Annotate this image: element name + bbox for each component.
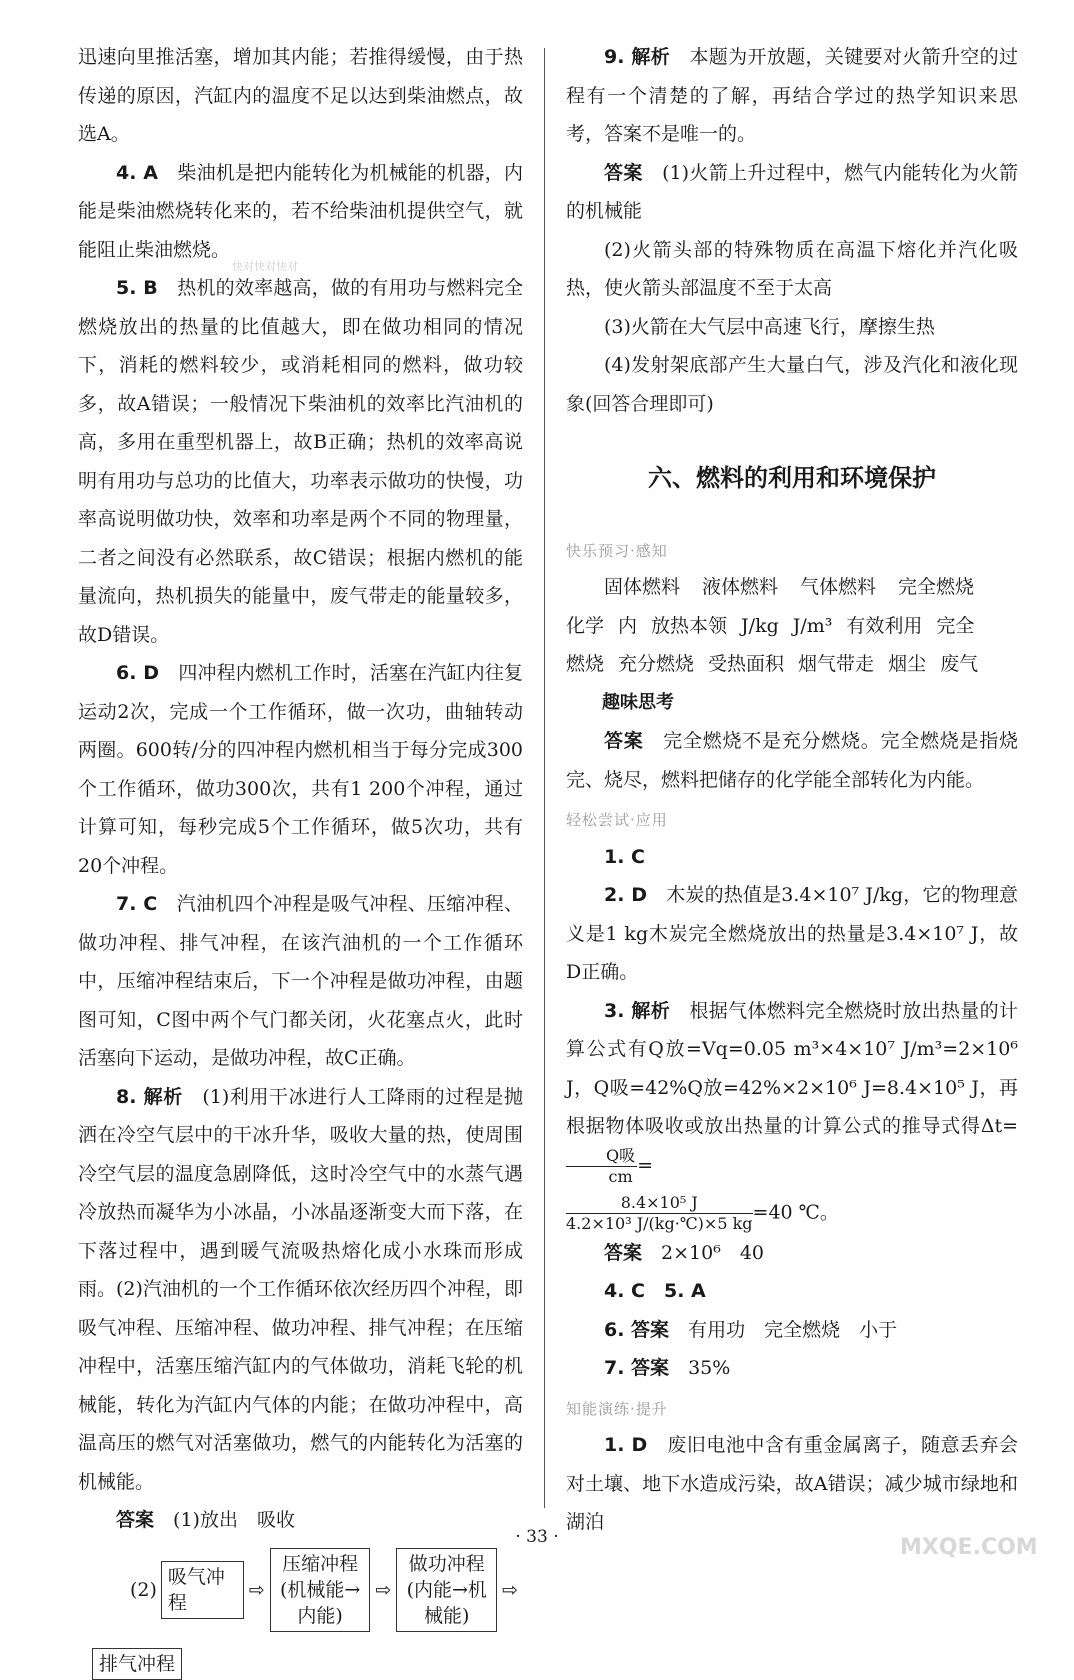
subsection-preview: 快乐预习·感知	[566, 541, 668, 560]
stroke-flow-diagram: (2) 吸气冲程 ⇨ 压缩冲程(机械能→内能) ⇨ 做功冲程(内能→机械能) ⇨	[78, 1548, 523, 1632]
subsection-practice: 知能演练·提升	[566, 1399, 668, 1418]
answer-9-item-4: (4)发射架底部产生大量白气，涉及汽化和液化现象(回答合理即可)	[566, 354, 1018, 415]
answer-6: 6. D 四冲程内燃机工作时，活塞在汽缸内往复运动2次，完成一个工作循环，做一次功，曲轴转动两圈。600转/分的四冲程内燃机相当于每分完成300个工作循环，做功300次，共有1 200个冲程，通过计算可知，每秒完成5个工作循环，做5次功，共有20个冲程。	[78, 662, 523, 877]
fun-thinking-answer: 答案 完全燃烧不是充分燃烧。完全燃烧是指烧完、烧尽，燃料把储存的化学能全部转化为内能。	[566, 730, 1018, 791]
flow-box-compression: 压缩冲程(机械能→内能)	[270, 1548, 371, 1632]
fun-thinking-title: 趣味思考	[602, 691, 674, 713]
answer-7: 7. C 汽油机四个冲程是吸气冲程、压缩冲程、做功冲程、排气冲程，在该汽油机的一个工作循环中，压缩冲程结束后，下一个冲程是做功冲程，由题图可知，C图中两个气门都关闭，火花塞点火，此时活塞向下运动，是做功冲程，故C正确。	[78, 893, 523, 1069]
terms-line-1: 固体燃料 液体燃料 气体燃料 完全燃烧	[604, 576, 975, 598]
flow-box-exhaust: 排气冲程	[92, 1648, 182, 1680]
answer-9-result: 答案 (1)火箭上升过程中，燃气内能转化为火箭的机械能	[566, 161, 1018, 222]
flow-arrow-icon: ⇨	[502, 1578, 518, 1601]
answer-9-item-3: (3)火箭在大气层中高速飞行，摩擦生热	[604, 315, 935, 338]
watermark-site: MXQE.COM	[900, 1535, 1038, 1560]
flow-arrow-icon: ⇨	[248, 1578, 265, 1601]
subsection-try: 轻松尝试·应用	[566, 811, 668, 829]
try-answer-7: 7. 答案 35%	[604, 1357, 731, 1379]
try-answer-1: 1. C	[604, 845, 645, 868]
flow-box-power: 做功冲程(内能→机械能)	[396, 1548, 497, 1632]
terms-line-3: 燃烧 充分燃烧 受热面积 烟气带走 烟尘 废气	[566, 653, 979, 675]
flow-arrow-icon: ⇨	[375, 1578, 392, 1601]
section-title: 六、燃料的利用和环境保护	[648, 464, 936, 492]
watermark-stamp: 快对快对快对	[232, 260, 298, 273]
try-answer-6: 6. 答案 有用功 完全燃烧 小于	[604, 1318, 898, 1341]
answer-9: 9. 解析 本题为开放题，关键要对火箭升空的过程有一个清楚的了解，再结合学过的热学知识来思考，答案不是唯一的。	[566, 46, 1018, 145]
left-column	[78, 38, 523, 1680]
answer-8: 8. 解析 (1)利用干冰进行人工降雨的过程是抛洒在冷空气层中的干冰升华，吸收大量的热，使周围冷空气层的温度急剧降低，这时冷空气中的水蒸气遇冷放热而凝华为小冰晶，小冰晶逐渐变大而下落，在下落过程中，遇到暖气流吸热熔化成小水珠而形成雨。(2)汽油机的一个工作循环依次经历四个冲程，即吸气冲程、压缩冲程、做功冲程、排气冲程；在压缩冲程中，活塞压缩汽缸内的气体做功，消耗飞轮的机械能，转化为汽缸内气体的内能；在做功冲程中，高温高压的燃气对活塞做功，燃气的内能转化为活塞的机械能。	[78, 1085, 523, 1493]
try-answer-3: 3. 解析 根据气体燃料完全燃烧时放出热量的计算公式有Q放=Vq=0.05 m³×4×10⁷ J/m³=2×10⁶ J，Q吸=42%Q放=42%×2×10⁶ J=8.4×10⁵ J，再根据物体吸收或放出热量的计算公式的推导式得Δt= $\frac{\text{Q吸}}{cm}$ =	[566, 999, 1018, 1186]
answer-8-result: 答案 (1)放出 吸收	[116, 1509, 295, 1531]
left-para-1: 迅速向里推活塞，增加其内能；若推得缓慢，由于热传递的原因，汽缸内的温度不足以达到柴油燃点，故选A。	[78, 46, 523, 145]
page-number: · 33 ·	[515, 1527, 559, 1547]
practice-answer-1: 1. D 废旧电池中含有重金属离子，随意丢弃会对土壤、地下水造成污染，故A错误；减少城市绿地和湖泊	[566, 1434, 1018, 1533]
try-answer-4-5: 4. C 5. A	[604, 1280, 706, 1302]
try-answer-3-result: 答案 2×10⁶ 40	[604, 1241, 765, 1264]
terms-line-2: 化学 内 放热本领 J/kg J/m³ 有效利用 完全	[566, 614, 975, 637]
answer-4: 4. A 柴油机是把内能转化为机械能的机器，内能是柴油燃烧转化来的，若不给柴油机提供空气，就能阻止柴油燃烧。	[78, 161, 523, 261]
answer-9-item-2: (2)火箭头部的特殊物质在高温下熔化并汽化吸热，使火箭头部温度不至于太高	[566, 238, 1018, 299]
right-column	[566, 38, 1018, 1542]
try-answer-3-calc: $\frac{\text{8.4×10⁵ J}}{\text{4.2×10³ J/(kg·℃)×5 kg}}$ =40 ℃。	[566, 1192, 839, 1233]
answer-5: 5. B 热机的效率越高，做的有用功与燃料完全燃烧放出的热量的比值越大，即在做功相同的情况下，消耗的燃料较少，或消耗相同的燃料，做功较多，故A错误；一般情况下柴油机的效率比汽油机的高，多用在重型机器上，故B正确；热机的效率高说明有用功与总功的比值大，功率表示做功的快慢，功率高说明做功快，效率和功率是两个不同的物理量，二者之间没有必然联系，故C错误；根据内燃机的能量流向，热机损失的能量中，废气带走的能量较多，故D错误。	[78, 277, 523, 646]
column-divider	[544, 48, 545, 1508]
fraction-calc: $\frac{\text{8.4×10⁵ J}}{\text{4.2×10³ J/(kg·℃)×5 kg}}$	[566, 1192, 753, 1233]
fraction-q-over-cm: $\frac{\text{Q吸}}{cm}$	[566, 1146, 637, 1187]
flow-box-intake: 吸气冲程	[161, 1561, 244, 1619]
try-answer-2: 2. D 木炭的热值是3.4×10⁷ J/kg，它的物理意义是1 kg木炭完全燃烧放出的热量是3.4×10⁷ J，故D正确。	[566, 884, 1018, 983]
